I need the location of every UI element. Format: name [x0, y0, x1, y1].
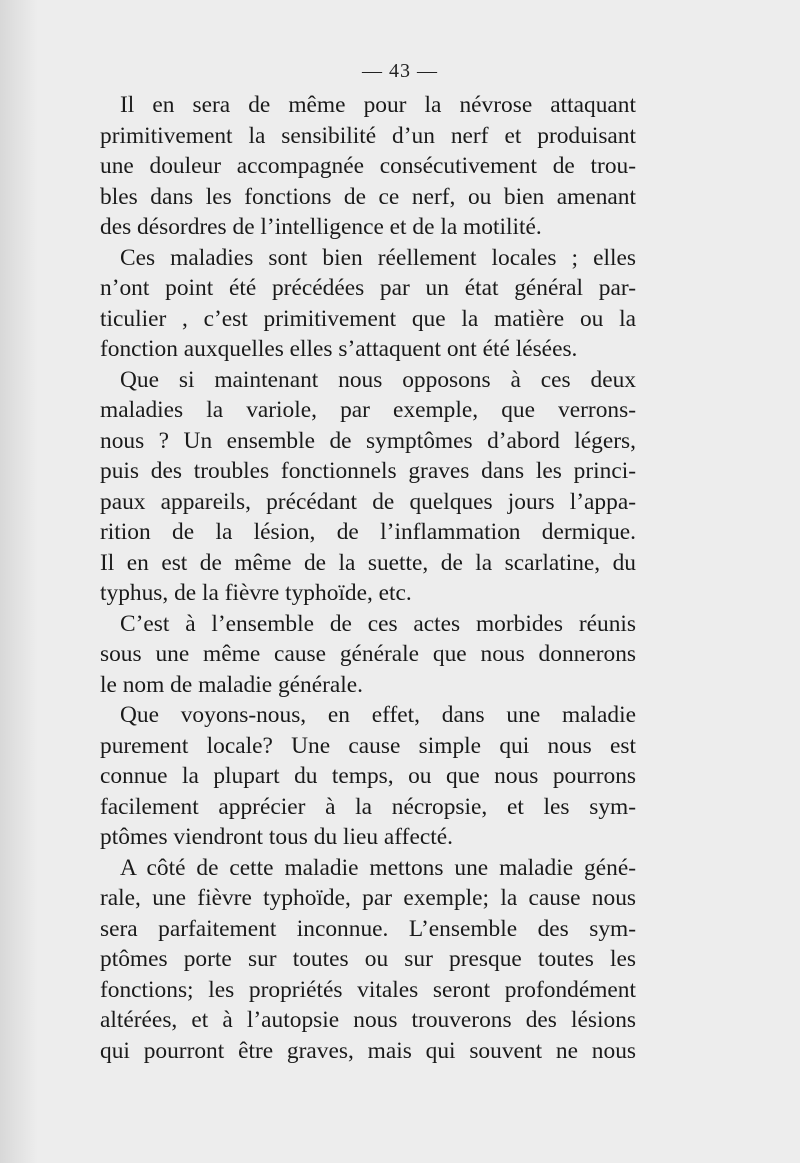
text-line: qui pourront être graves, mais qui souvent ne nous	[100, 1037, 636, 1064]
text-line: des désordres de l’intelligence et de la motilité.	[100, 214, 542, 240]
text-line: C’est à l’ensemble de ces actes morbides réunis	[120, 610, 636, 637]
text-line: typhus, de la fièvre typhoïde, etc.	[100, 580, 412, 606]
text-line: le nom de maladie générale.	[100, 671, 364, 698]
text-line: Il en sera de même pour la névrose attaquant	[120, 92, 636, 118]
text-line: ticulier , c’est primitivement que la matière ou la	[100, 305, 636, 332]
text-line: paux appareils, précédant de quelques jours l’appa-	[100, 488, 636, 515]
text-line: fonction auxquelles elles s’attaquent ont été lésées.	[100, 336, 578, 362]
text-line: sera parfaitement inconnue. L’ensemble des sym-	[100, 915, 636, 942]
text-line: puis des troubles fonctionnels graves dans les princi-	[100, 458, 636, 484]
text-line: altérées, et à l’autopsie nous trouverons des lésions	[100, 1007, 636, 1033]
text-line: une douleur accompagnée consécutivement de trou-	[100, 153, 636, 179]
text-line: bles dans les fonctions de ce nerf, ou bien amenant	[100, 183, 636, 210]
page-gutter-shadow	[0, 0, 38, 1163]
text-line: n’ont point été précédées par un état général par-	[100, 275, 636, 301]
text-line: primitivement la sensibilité d’un nerf et produisant	[100, 122, 636, 149]
text-line: rale, une fièvre typhoïde, par exemple; la cause nous	[100, 885, 636, 911]
text-line: purement locale? Une cause simple qui nous est	[100, 732, 636, 759]
text-line: maladies la variole, par exemple, que verrons-	[100, 397, 636, 423]
text-line: Ces maladies sont bien réellement locales ; elles	[120, 244, 636, 271]
page-number: — 43 —	[362, 60, 438, 82]
text-line: nous ? Un ensemble de symptômes d’abord légers,	[100, 427, 636, 454]
text-line: connue la plupart du temps, ou que nous pourrons	[100, 763, 636, 789]
text-line: Il en est de même de la suette, de la scarlatine, du	[100, 549, 636, 576]
text-line: sous une même cause générale que nous donnerons	[100, 641, 636, 667]
body-text	[100, 90, 636, 1066]
text-line: facilement apprécier à la nécropsie, et les sym-	[100, 793, 636, 820]
text-line: Que voyons-nous, en effet, dans une maladie	[120, 702, 636, 728]
text-line: A côté de cette maladie mettons une maladie géné-	[120, 854, 636, 881]
text-line: fonctions; les propriétés vitales seront profondément	[100, 976, 636, 1003]
text-line: ptômes viendront tous du lieu affecté.	[100, 824, 453, 850]
text-line: rition de la lésion, de l’inflammation dermique.	[100, 519, 636, 545]
text-line: Que si maintenant nous opposons à ces deux	[120, 366, 636, 393]
text-line: ptômes porte sur toutes ou sur presque toutes les	[100, 946, 636, 972]
